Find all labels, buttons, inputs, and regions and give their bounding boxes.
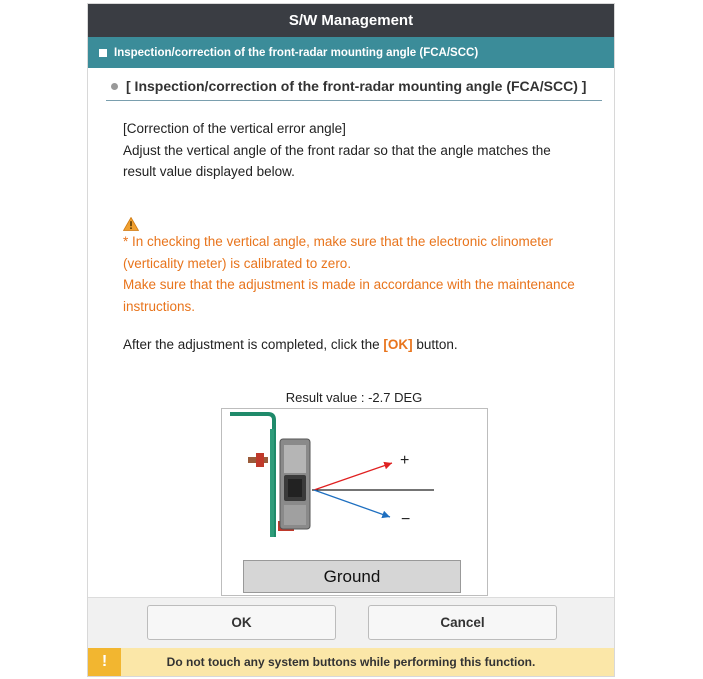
notice-bar <box>88 648 614 676</box>
after-suffix: button. <box>412 337 458 352</box>
warning-line-4: instructions. <box>123 298 196 314</box>
result-value: Result value : -2.7 DEG <box>285 390 423 405</box>
warning-text <box>123 231 575 317</box>
instruction-text <box>123 118 551 183</box>
radar-illustration <box>222 409 487 559</box>
warning-line-3: Make sure that the adjustment is made in accordance with the maintenance <box>123 277 575 292</box>
after-adjustment-text <box>123 334 458 356</box>
sub-header-label: Inspection/correction of the front-radar mounting angle (FCA/SCC) <box>114 46 479 59</box>
notice-text: Do not touch any system buttons while performing this function. <box>166 655 536 669</box>
plus-label: + <box>400 452 410 469</box>
button-bar <box>88 597 614 648</box>
minus-label: − <box>401 511 411 528</box>
instruction-line-3: result value displayed below. <box>123 164 295 179</box>
window-title: S/W Management <box>88 4 614 37</box>
warning-triangle-icon <box>123 217 139 231</box>
sub-header-bar <box>88 37 614 68</box>
warning-line-2: (verticality meter) is calibrated to zero. <box>123 255 352 271</box>
bullet-dot-icon <box>111 83 118 90</box>
cancel-button[interactable]: Cancel <box>368 605 557 640</box>
square-bullet-icon <box>99 49 107 57</box>
instruction-line-1: [Correction of the vertical error angle] <box>123 121 346 136</box>
after-prefix: After the adjustment is completed, click the <box>123 337 384 352</box>
ground-label: Ground <box>243 560 461 593</box>
exclamation-icon: ! <box>88 648 121 676</box>
ok-highlight: [OK] <box>383 337 413 352</box>
section-heading <box>106 72 602 101</box>
sw-management-dialog <box>88 4 614 676</box>
section-title: [ Inspection/correction of the front-radar mounting angle (FCA/SCC) ] <box>126 78 587 94</box>
instruction-line-2: Adjust the vertical angle of the front radar so that the angle matches the <box>123 142 551 158</box>
radar-diagram <box>221 408 488 596</box>
warning-line-1: * In checking the vertical angle, make sure that the electronic clinometer <box>123 234 553 249</box>
ok-button[interactable]: OK <box>147 605 336 640</box>
